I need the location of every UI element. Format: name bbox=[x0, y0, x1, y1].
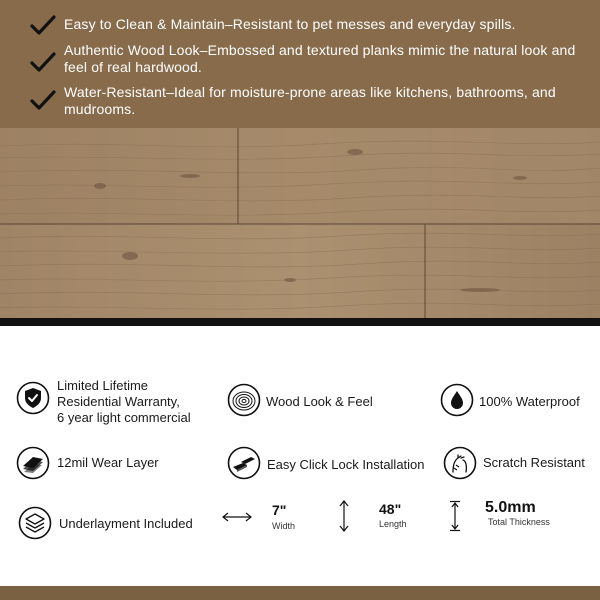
click-lock-icon bbox=[227, 446, 261, 480]
thickness-label: Total Thickness bbox=[488, 517, 550, 527]
benefits-banner bbox=[0, 0, 600, 128]
width-arrow-icon bbox=[221, 510, 253, 524]
checkmark-icon bbox=[30, 90, 56, 112]
width-label: Width bbox=[272, 521, 296, 531]
length-label: Length bbox=[379, 519, 407, 529]
thickness-value: 5.0mm bbox=[485, 499, 536, 516]
checkmark-icon bbox=[30, 52, 56, 74]
waterproof-label: 100% Waterproof bbox=[479, 394, 580, 409]
warranty-line-1: Limited Lifetime bbox=[57, 378, 149, 393]
benefit-text: Authentic Wood Look–Embossed and textured planks mimic the natural look and feel of real hardwood. bbox=[64, 42, 576, 75]
wear-layer-label: 12mil Wear Layer bbox=[57, 455, 159, 470]
shield-check-icon bbox=[16, 381, 50, 415]
layers-icon bbox=[18, 506, 52, 540]
wear-layer-icon bbox=[16, 446, 50, 480]
underlayment-label: Underlayment Included bbox=[59, 516, 193, 531]
benefit-text: Water-Resistant–Ideal for moisture-prone areas like kitchens, bathrooms, and mudrooms. bbox=[64, 84, 556, 117]
click-lock-label: Easy Click Lock Installation bbox=[267, 457, 425, 472]
length-value: 48" bbox=[379, 501, 402, 517]
length-arrow-icon bbox=[337, 500, 351, 532]
scratch-paw-icon bbox=[443, 446, 477, 480]
thickness-arrow-icon bbox=[448, 500, 462, 532]
bottom-bar bbox=[0, 586, 600, 600]
wood-floor-image bbox=[0, 128, 600, 320]
separator-bar bbox=[0, 318, 600, 326]
wood-grain-icon bbox=[227, 383, 261, 417]
checkmark-icon bbox=[30, 15, 56, 37]
scratch-label: Scratch Resistant bbox=[483, 455, 585, 470]
benefit-text: Easy to Clean & Maintain–Resistant to pet messes and everyday spills. bbox=[64, 16, 516, 32]
wood-look-label: Wood Look & Feel bbox=[266, 394, 373, 409]
width-value: 7" bbox=[272, 502, 287, 518]
warranty-line-3: 6 year light commercial bbox=[57, 410, 191, 425]
water-drop-icon bbox=[440, 383, 474, 417]
warranty-line-2: Residential Warranty, bbox=[57, 394, 180, 409]
